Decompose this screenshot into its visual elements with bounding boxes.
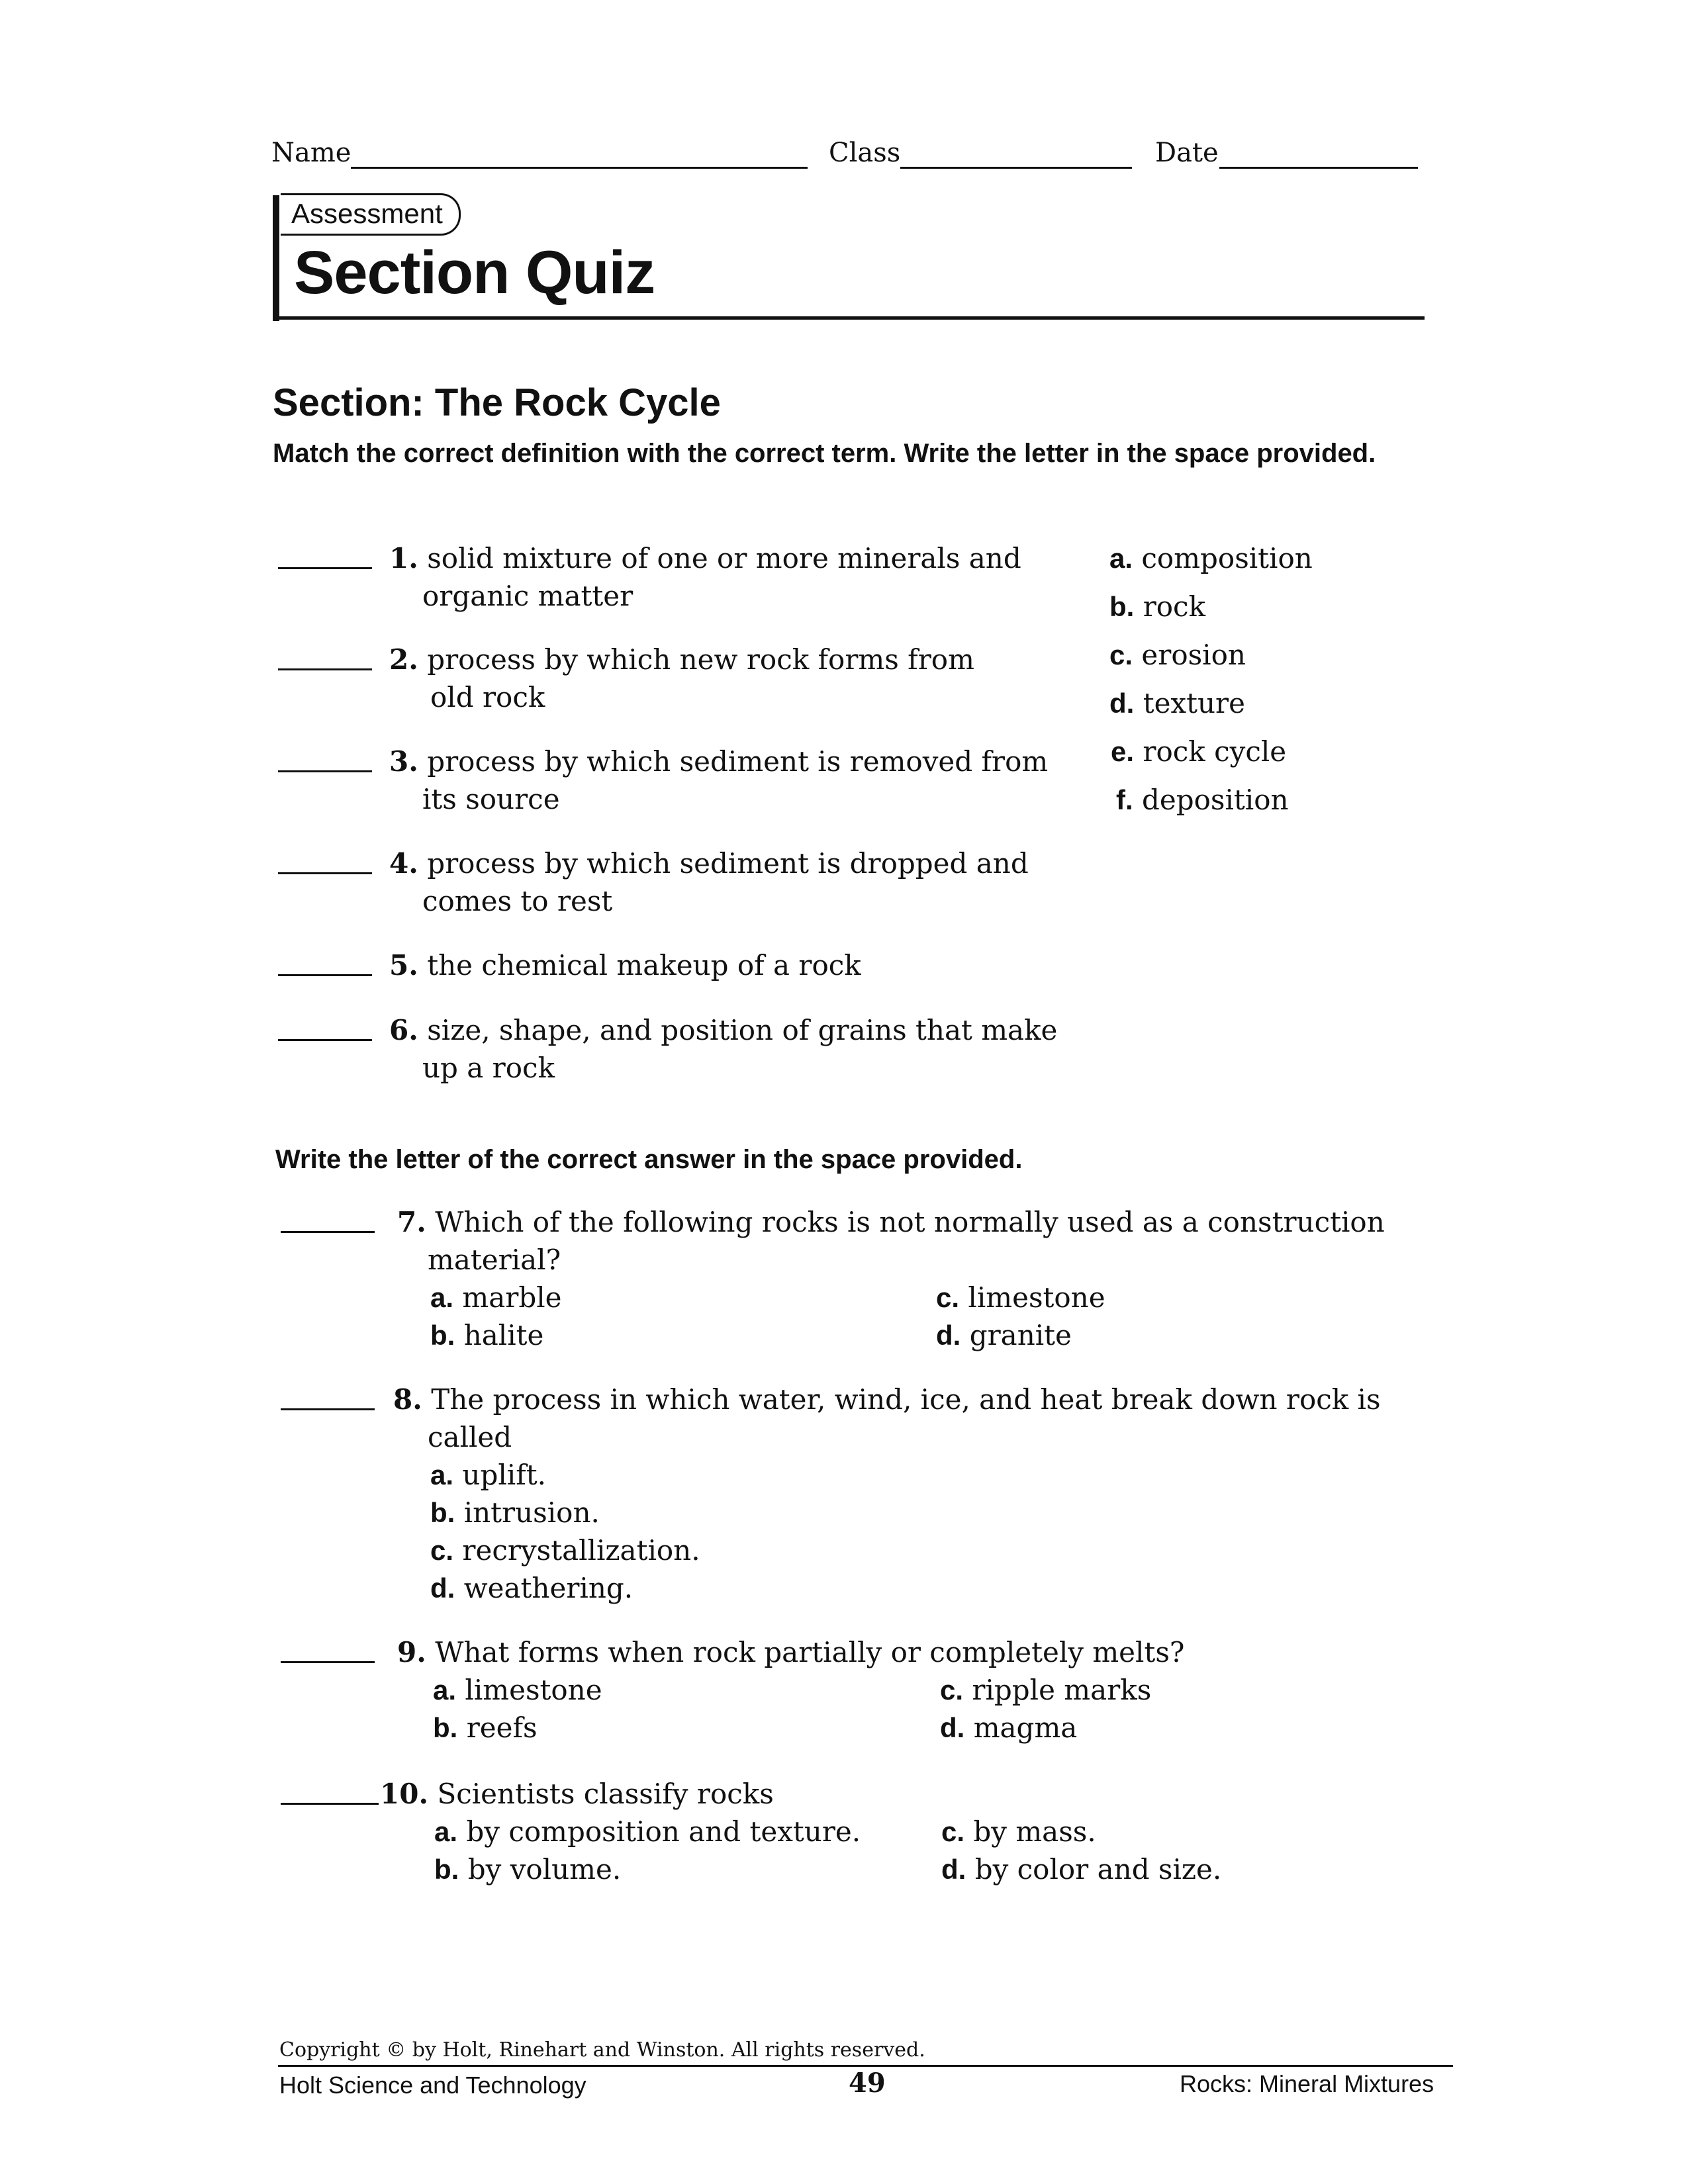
footer-book-title: Holt Science and Technology [279, 2071, 586, 2099]
option-a: a. marble [430, 1281, 562, 1314]
copyright: Copyright © by Holt, Rinehart and Winston. All rights reserved. [279, 2038, 925, 2062]
option-c: c. by mass. [941, 1815, 1096, 1848]
question-text: solid mixture of one or more minerals and [427, 542, 1021, 574]
option-d: d. weathering. [430, 1572, 633, 1604]
question-text: process by which new rock forms from [427, 643, 974, 676]
option-b: b. by volume. [434, 1853, 622, 1886]
question-text: Which of the following rocks is not normally used as a construction [435, 1206, 1385, 1238]
answer-blank[interactable] [281, 1231, 375, 1233]
question-text: called [428, 1421, 512, 1453]
assessment-tag: Assessment [281, 193, 461, 236]
option-c: c. recrystallization. [430, 1534, 700, 1567]
question-text: The process in which water, wind, ice, and heat break down rock is [431, 1383, 1381, 1416]
section-heading: Section: The Rock Cycle [273, 381, 721, 424]
term-item: d. texture [1109, 687, 1245, 719]
term-list [1109, 539, 1313, 829]
answer-blank[interactable] [278, 1039, 372, 1041]
term-item: b. rock [1109, 590, 1206, 623]
title-bracket-bar [273, 195, 279, 321]
question-text: up a rock [422, 1052, 555, 1084]
answer-blank[interactable] [278, 974, 372, 976]
option-c: c. limestone [936, 1281, 1105, 1314]
question-text: What forms when rock partially or completely melts? [435, 1636, 1185, 1668]
option-b: b. intrusion. [430, 1496, 600, 1529]
matching-instructions: Match the correct definition with the correct term. Write the letter in the space provided. [273, 439, 1376, 468]
title-underline [273, 316, 1425, 320]
term-item: e. rock cycle [1111, 735, 1287, 768]
page-title: Section Quiz [294, 239, 655, 306]
term-item: c. erosion [1109, 639, 1246, 671]
question-number: 6. [389, 1014, 418, 1046]
date-label: Date [1155, 138, 1219, 168]
answer-blank[interactable] [278, 872, 372, 874]
option-d: d. magma [940, 1711, 1078, 1744]
option-c: c. ripple marks [940, 1674, 1152, 1706]
name-field[interactable] [351, 167, 808, 169]
date-field[interactable] [1219, 167, 1418, 169]
name-label: Name [271, 138, 352, 168]
question-text: process by which sediment is dropped and [427, 847, 1029, 880]
question-text: material? [428, 1244, 561, 1276]
option-a: a. by composition and texture. [434, 1815, 861, 1848]
question-text: its source [422, 783, 560, 815]
question-number: 8. [393, 1383, 422, 1416]
answer-blank[interactable] [281, 1661, 375, 1663]
question-text: the chemical makeup of a rock [427, 949, 861, 981]
answer-blank[interactable] [281, 1408, 375, 1410]
class-field[interactable] [900, 167, 1132, 169]
answer-blank[interactable] [278, 567, 372, 569]
question-text: Scientists classify rocks [437, 1778, 774, 1810]
option-a: a. limestone [433, 1674, 602, 1706]
question-number: 10. [380, 1778, 429, 1810]
term-item: a. composition [1109, 542, 1313, 574]
question-number: 5. [389, 949, 418, 981]
question-text: size, shape, and position of grains that make [427, 1014, 1058, 1046]
footer-chapter: Rocks: Mineral Mixtures [1180, 2070, 1434, 2097]
option-d: d. by color and size. [941, 1853, 1222, 1886]
mc-instructions: Write the letter of the correct answer in the space provided. [275, 1145, 1023, 1174]
option-d: d. granite [936, 1319, 1072, 1351]
answer-blank[interactable] [278, 770, 372, 772]
option-a: a. uplift. [430, 1459, 546, 1491]
question-text: comes to rest [422, 885, 613, 917]
question-text: process by which sediment is removed from [427, 745, 1049, 778]
term-item: f. deposition [1116, 784, 1289, 816]
question-number: 3. [389, 745, 418, 778]
answer-blank[interactable] [281, 1803, 379, 1805]
question-text: old rock [430, 681, 545, 713]
option-b: b. reefs [433, 1711, 538, 1744]
page-number: 49 [849, 2068, 886, 2099]
answer-blank[interactable] [278, 668, 372, 670]
question-text: organic matter [422, 580, 633, 612]
question-number: 2. [389, 643, 418, 676]
question-number: 4. [389, 847, 418, 880]
question-number: 1. [389, 542, 418, 574]
question-number: 7. [397, 1206, 426, 1238]
class-label: Class [829, 138, 901, 168]
question-number: 9. [397, 1636, 426, 1668]
option-b: b. halite [430, 1319, 544, 1351]
footer-rule [278, 2065, 1453, 2067]
